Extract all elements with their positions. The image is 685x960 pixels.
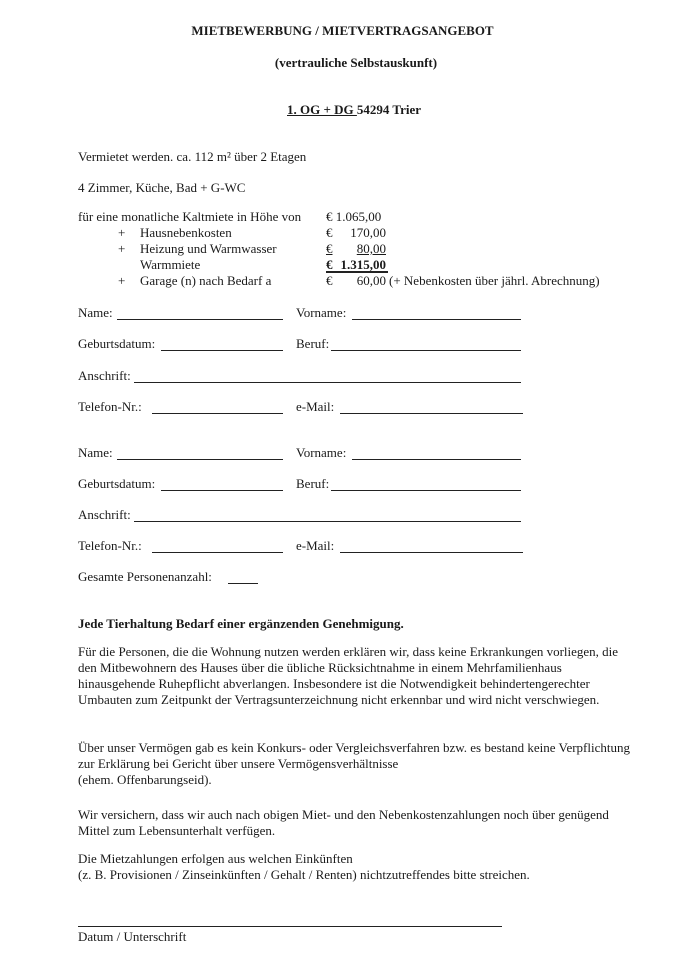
anschrift-field-1[interactable] bbox=[134, 382, 521, 383]
beruf-label: Beruf: bbox=[296, 476, 330, 491]
email-label: e-Mail: bbox=[296, 538, 335, 553]
property-address: 1. OG + DG 54294 Trier bbox=[287, 102, 422, 117]
beruf-field-2[interactable] bbox=[331, 490, 521, 491]
geburtsdatum-field-2[interactable] bbox=[161, 490, 283, 491]
email-label: e-Mail: bbox=[296, 399, 335, 414]
vorname-label: Vorname: bbox=[296, 445, 347, 460]
kaltmiete-label: für eine monatliche Kaltmiete in Höhe von bbox=[78, 209, 302, 224]
personen-label: Gesamte Personenanzahl: bbox=[78, 569, 212, 584]
telefon-field-2[interactable] bbox=[152, 552, 283, 553]
intro-area: Vermietet werden. ca. 112 m² über 2 Etagen bbox=[78, 149, 307, 164]
name-label: Name: bbox=[78, 305, 113, 320]
name-field-2[interactable] bbox=[117, 459, 283, 460]
means-paragraph: Wir versichern, dass wir auch nach obigen Miet- und den Nebenkostenzahlungen noch über genügend Mittel zum Lebensunterhalt verfügen. bbox=[78, 807, 609, 838]
email-field-1[interactable] bbox=[340, 413, 523, 414]
document-title: MIETBEWERBUNG / MIETVERTRAGSANGEBOT bbox=[191, 23, 494, 38]
anschrift-label: Anschrift: bbox=[78, 507, 131, 522]
anschrift-label: Anschrift: bbox=[78, 368, 131, 383]
geburtsdatum-label: Geburtsdatum: bbox=[78, 336, 156, 351]
vorname-field-2[interactable] bbox=[352, 459, 521, 460]
vorname-label: Vorname: bbox=[296, 305, 347, 320]
health-paragraph: Für die Personen, die die Wohnung nutzen werden erklären wir, dass keine Erkrankungen vorliegen, die den Mitbewohnern des Hauses über die übliche Rücksichtnahme in einem Mehrfamilienhaus hinausgehende Ruhepflicht abverlangen. Insbesondere ist die Notwendigkeit behindertengerechter Umbauten zum Zeitpunkt der Vertragsunterzeichnung nicht erkennbar und wird nicht verschwiegen. bbox=[78, 644, 619, 707]
signature-label: Datum / Unterschrift bbox=[78, 929, 187, 944]
geburtsdatum-field-1[interactable] bbox=[161, 350, 283, 351]
personen-field[interactable] bbox=[228, 583, 258, 584]
kaltmiete-value: € 1.065,00 bbox=[326, 209, 382, 224]
geburtsdatum-label: Geburtsdatum: bbox=[78, 476, 156, 491]
telefon-label: Telefon-Nr.: bbox=[78, 399, 142, 414]
beruf-label: Beruf: bbox=[296, 336, 330, 351]
signature-line[interactable] bbox=[78, 926, 502, 927]
email-field-2[interactable] bbox=[340, 552, 523, 553]
income-paragraph: Die Mietzahlungen erfolgen aus welchen Einkünften (z. B. Provisionen / Zinseinkünften / Gehalt / Renten) nichtzutreffendes bitte streichen. bbox=[78, 851, 530, 882]
name-label: Name: bbox=[78, 445, 113, 460]
telefon-label: Telefon-Nr.: bbox=[78, 538, 142, 553]
document-subtitle: (vertrauliche Selbstauskunft) bbox=[274, 55, 438, 70]
anschrift-field-2[interactable] bbox=[134, 521, 521, 522]
name-field-1[interactable] bbox=[117, 319, 283, 320]
intro-rooms: 4 Zimmer, Küche, Bad + G-WC bbox=[78, 180, 246, 195]
tierhaltung-heading: Jede Tierhaltung Bedarf einer ergänzenden Genehmigung. bbox=[78, 616, 404, 631]
beruf-field-1[interactable] bbox=[331, 350, 521, 351]
vorname-field-1[interactable] bbox=[352, 319, 521, 320]
telefon-field-1[interactable] bbox=[152, 413, 283, 414]
assets-paragraph: Über unser Vermögen gab es kein Konkurs- oder Vergleichsverfahren bzw. es bestand keine Verpflichtung zur Erklärung bei Gericht über unsere Vermögensverhältnisse (ehem. Offenbarungseid). bbox=[78, 740, 630, 787]
